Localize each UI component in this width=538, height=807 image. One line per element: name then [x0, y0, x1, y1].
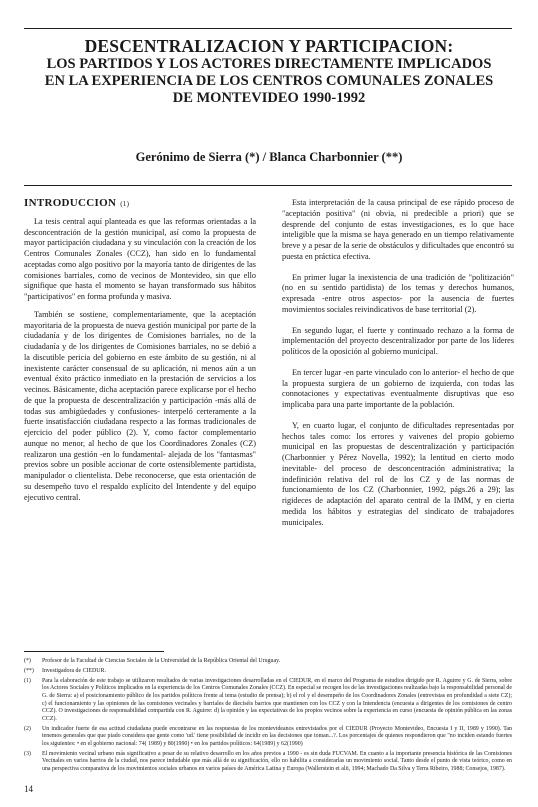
footnote-text: Para la elaboración de este trabajo se utilizaron resultados de varias investigaciones desarrolladas en el CIEDUR, en el marco del Programa de estudios dirigido por R. Aguirre y G. de Sierra, sobre los Actores Sociales y Políticos implicados en la experiencia de los Centros Comunales Zonales (CCZ). En especial se recogen los de las investigaciones realizadas bajo la responsabilidad personal de G. de Sierra: a) el posicionamiento público de los partidos políticos frente al tema (estudio de prensa); b) el rol y el desempeño de los Coordinadores Zonales (entrevistas en profundidad a siete CZ); c) el funcionamiento y las opiniones de las comisiones vecinales y barriales de dieciséis barrios que mantienen con los CCZ y con la Intendencia (encuesta a dirigentes de los comisiones de centro CCZ). O investigaciones de responsabilidad compartida con R. Aguirre: d) la opinión y las expectativas de los propios vecinos sobre la experiencia en curso (encuesta de opinión pública en las zonas CCZ).	[42, 677, 512, 722]
paragraph: En primer lugar la inexistencia de una tradición de "politización" (no en su sentido partidista) de los temas y derechos humanos, expresada -entre otros aspectos- por la ausencia de fuertes movimientos sociales reivindicativos de base territorial (2).	[282, 272, 514, 314]
footnote-mark: (3)	[24, 750, 31, 757]
left-column	[24, 198, 256, 510]
section-heading-text: INTRODUCCION	[24, 197, 117, 209]
footnote-text: Investigadora de CIEDUR.	[42, 667, 106, 674]
top-rule	[24, 28, 512, 29]
paragraph: También se sostiene, complementariamente, que la aceptación mayoritaria de la propuesta de nueva gestión municipal por parte de la ciudadanía y de los dirigentes de Comisiones barriales, no de la ciudadanía y de los dirigentes de Comisiones barriales, no se debió a la discutible pericia del gobierno en este ámbito de su gestión, ni al inexistente carácter consensual de su aplicación, ni menos aún a un eventual éxito práctico inmediato en la prestación de servicios a los vecinos. Básicamente, dicha aceptación parece explicarse por el hecho de que la propuesta de descentralización y participación -más allá de todas sus ambigüedades y confusiones- interpeló certeramente a la fuerte insatisfacción ciudadana respecto a las formas tradicionales de ejercicio del poder público (2). Y, como factor complementario aunque no menor, al hecho de que los Coordinadores Zonales (CZ) realizaron una gestión -en lo fundamental- alejada de los "fantasmas" previos sobre un posible accionar de corte ostensiblemente partidista, manipulador o clientelista. Debe reconocerse, que esta orientación de su desempeño tuvo el respaldo explícito del Intendente y del equipo ejecutivo central.	[24, 309, 256, 502]
paragraph: Y, en cuarto lugar, el conjunto de dificultades representadas por hechos tales como: los errores y vaivenes del propio gobierno municipal en las propuestas de descentralización y participación (Charbonnier y Pérez Novella, 1992); la lentitud en cierto modo inevitable- del proceso de desconcentración administrativa; la indefinición relativa del rol de los CZ y de las normas de funcionamiento de los CZ (Charbonnier, 1992, págs.26 a 29); las rigideces de adaptación del aparato central de la IMM, y en cierta medida los hábitos y estrategias del sindicato de trabajadores municipales.	[282, 420, 514, 527]
footnote-rule	[24, 651, 164, 652]
footnote-text: Un indicador fuerte de esa actitud ciudadana puede encontrarse en las respuestas de los montevideanos entrevistados por el CIEDUR (Proyecto Montevideo, Encuesta I y II, 1989 y 1990). Tan tenemos generales que que piado considera que gente como 'ud.' tiene posibilidad de incidir en las decisiones que toman...?. Los porcentajes de quienes respondieron que "no inciden estando fuertes los siguientes: • en el gobierno nacional: 74( 1989) y 80(1990) • en los partidos políticos: 64(1989) y 62(1990)	[42, 725, 512, 747]
authors: Gerónimo de Sierra (*) / Blanca Charbonnier (**)	[135, 150, 403, 164]
footnote	[24, 751, 512, 774]
title-line-3: EN LA EXPERIENCIA DE LOS CENTROS COMUNALES ZONALES	[44, 73, 494, 89]
page-number: 14	[24, 784, 33, 794]
footnote	[24, 726, 512, 749]
paragraph: Esta interpretación de la causa principal de ese rápido proceso de "aceptación positiva" (ni obvia, ni predecible a priori) que se desprende del conjunto de estas investigaciones, es lo que hace inteligible que la misma se haya generado en un tiempo relativamente breve y a pesar de la serie de obstáculos y dificultades que encontró su puesta en práctica efectiva.	[282, 198, 514, 261]
footnote-text: Profesor de la Facultad de Ciencias Sociales de la Universidad de la República Oriental del Uruguay.	[42, 658, 281, 664]
footnote	[24, 678, 512, 724]
title-line-4: DE MONTEVIDEO 1990-1992	[172, 90, 366, 106]
title-line-2: LOS PARTIDOS Y LOS ACTORES DIRECTAMENTE IMPLICADOS	[46, 56, 492, 72]
header-rule	[24, 185, 512, 186]
section-heading	[24, 198, 256, 210]
paragraph: En segundo lugar, el fuerte y continuado rechazo a la forma de implementación del proyecto descentralizador por parte de los líderes políticos de la oposición al gobierno municipal.	[282, 325, 514, 356]
article-title	[24, 36, 514, 107]
paragraph: En tercer lugar -en parte vinculado con lo anterior- el hecho de que la propuesta surgiera de un gobierno de izquierda, con todas las connotaciones y expectativas eventualmente disruptivas que eso implicaba para una parte importante de la población.	[282, 367, 514, 409]
paragraph: La tesis central aquí planteada es que las reformas orientadas a la desconcentración de la gestión municipal, así como la propuesta de mayor participación ciudadana y su vinculación con la creación de los Centros Comunales Zonales (CCZ), han sido en lo fundamental aceptadas como algo positivo por la mayoría tanto de dirigentes de las comisiones barriales, como de vecinos de Montevideo, sin que ello signifique que hasta el momento se hayan transformado sus hábitos "participativos" en forma profunda y masiva.	[24, 216, 256, 301]
footnote	[24, 668, 512, 676]
footnote	[24, 658, 512, 666]
footnote-mark: (*)	[24, 658, 31, 664]
footnotes	[24, 658, 512, 776]
right-column	[282, 198, 514, 538]
footnote-mark: (2)	[24, 725, 31, 732]
footnote-mark: (1)	[24, 677, 31, 684]
title-line-1: DESCENTRALIZACION Y PARTICIPACION:	[84, 36, 454, 56]
footnote-text: El movimiento vecinal urbano más significativo a pesar de su relativo desarrollo en los años previos a 1990 - es sin duda FUCVAM. En cuanto a la importante presencia histórica de las Comisiones Vecinales en varios barrios de la ciudad, nos parece indudable que más allá de su significación, ello no habilita a considerarlas un movimiento social. Tanto desde el punto de vista teórico, como en una perspectiva comparativa de los movimientos sociales urbanos en varios países de América Latina y Europa (Wallerstein et alii, 1994; Machado Da Silva y Terra Ribeiro, 1988; Consejos, 1987).	[42, 750, 512, 772]
heading-footnote-ref: (1)	[120, 200, 130, 208]
footnote-mark: (**)	[24, 667, 34, 674]
